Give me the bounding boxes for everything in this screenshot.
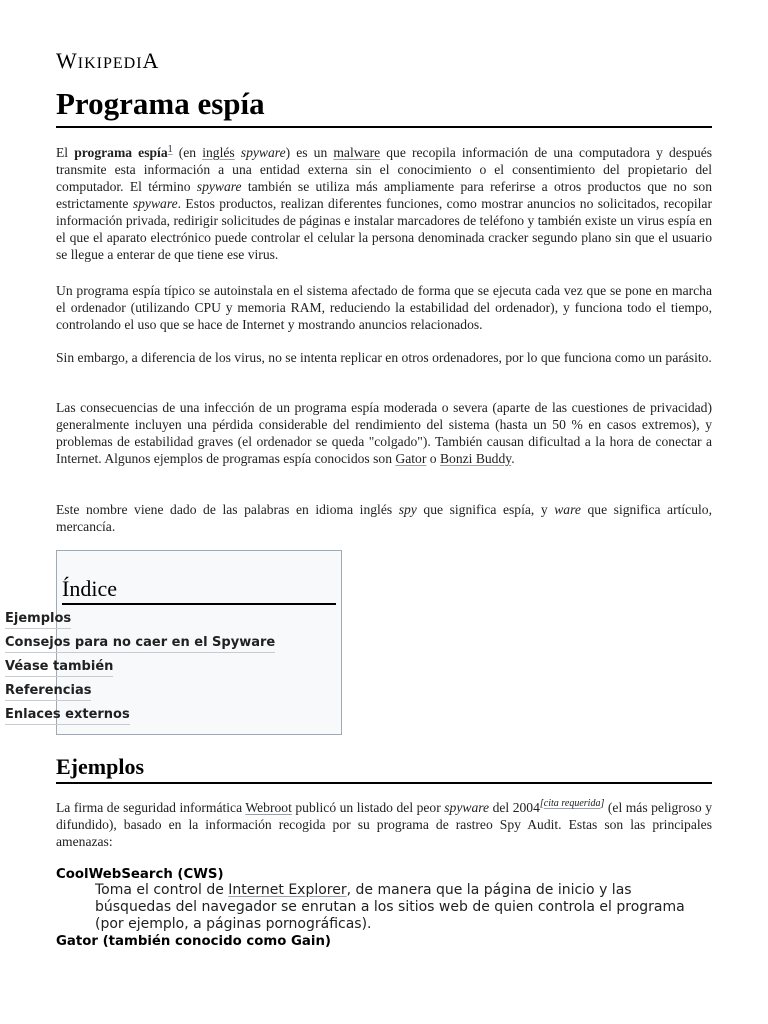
- link-bonzi-buddy[interactable]: Bonzi Buddy: [439, 451, 512, 466]
- toc-item-referencias[interactable]: Referencias: [5, 683, 91, 701]
- wikipedia-logo[interactable]: WIKIPEDIA: [56, 48, 160, 73]
- link-internet-explorer[interactable]: Internet Explorer: [228, 882, 347, 898]
- definition-term: CoolWebSearch (CWS): [56, 867, 224, 882]
- toc-item-vease-tambien[interactable]: Véase también: [5, 659, 113, 677]
- link-malware[interactable]: malware: [333, 145, 381, 160]
- definition-term: Gator (también conocido como Gain): [56, 934, 331, 949]
- toc-item-enlaces-externos[interactable]: Enlaces externos: [5, 707, 130, 725]
- citation-needed-link[interactable]: [cita requerida]: [539, 798, 605, 809]
- toc-item-ejemplos[interactable]: Ejemplos: [5, 611, 71, 629]
- toc-item-consejos[interactable]: Consejos para no caer en el Spyware: [5, 635, 275, 653]
- toc-title: Índice: [62, 575, 336, 605]
- bold-term: programa espía: [74, 145, 168, 160]
- intro-paragraph-3: Sin embargo, a diferencia de los virus, no se intenta replicar en otros ordenadores, por lo que funciona como un parásito.: [56, 350, 712, 365]
- section-heading-ejemplos: Ejemplos: [56, 753, 712, 784]
- definition-description: Toma el control de Internet Explorer, de manera que la página de inicio y las búsquedas del navegador se enrutan a los sitios web de quien controla el programa (por ejemplo, a páginas pornográficas).: [95, 882, 685, 932]
- intro-paragraph-2: Un programa espía típico se autoinstala en el sistema afectado de forma que se ejecuta cada vez que se pone en marcha el ordenador (utilizando CPU y memoria RAM, reduciendo la estabilidad del ordenador), y funciona todo el tiempo, controlando el uso que se hace de Internet y mostrando anuncios relacionados.: [56, 283, 712, 332]
- reference-link[interactable]: 1: [167, 144, 173, 155]
- intro-paragraph-4: Las consecuencias de una infección de un programa espía moderada o severa (aparte de las cuestiones de privacidad) generalmente incluyen una pérdida considerable del rendimiento del sistema (hasta un 50 % en casos extremos), y problemas de estabilidad graves (el ordenador se queda "colgado"). También causan dificultad a la hora de conectar a Internet. Algunos ejemplos de programas espía conocidos son Gator o Bonzi Buddy.: [56, 400, 712, 466]
- ejemplos-paragraph: La firma de seguridad informática Webroot publicó un listado del peor spyware del 2004[cita requerida] (el más peligroso y difundido), basado en la información recogida por su programa de rastreo Spy Audit. Estas son las principales amenazas:: [56, 798, 713, 849]
- intro-paragraph-5: Este nombre viene dado de las palabras en idioma inglés spy que significa espía, y ware que significa artículo, mercancía.: [56, 502, 712, 534]
- link-gator[interactable]: Gator: [395, 451, 427, 466]
- link-ingles[interactable]: inglés: [202, 145, 235, 160]
- intro-paragraph-1: El programa espía$^1$ (en inglés spyware) es un malware que recopila información de una computadora y después transmite esta información a una entidad externa sin el conocimiento o el consentimiento del propietario del computador. El término spyware también se utiliza más ampliamente para referirse a otros productos que no son estrictamente spyware. Estos productos, realizan diferentes funciones, como mostrar anuncios no solicitados, recopilar información privada, redirigir solicitudes de páginas e instalar marcadores de teléfono y también existe un virus espía en el que el aparato electrónico puede controlar el celular la persona denominada cracker segundo plano sin que el usuario se llegue a enterar de que tiene ese virus.: [56, 144, 713, 262]
- link-webroot[interactable]: Webroot: [245, 800, 292, 815]
- page-title: Programa espía: [56, 84, 712, 128]
